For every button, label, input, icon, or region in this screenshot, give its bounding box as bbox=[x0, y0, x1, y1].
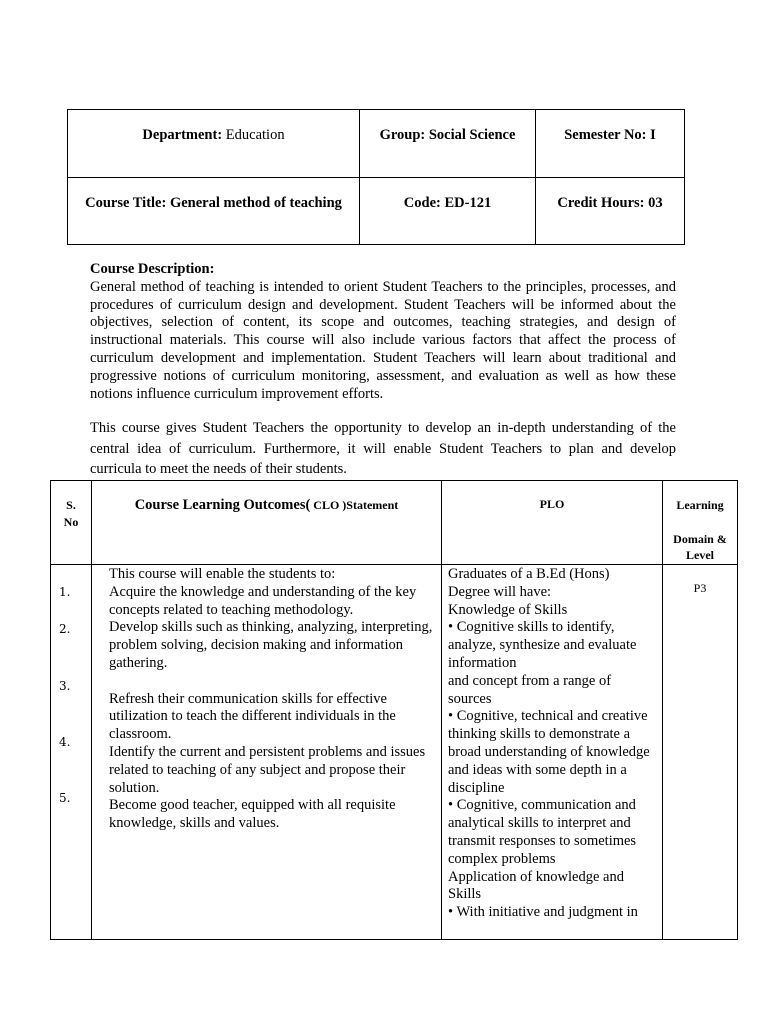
plo-line: Degree will have: bbox=[448, 583, 552, 600]
plo-header: PLO bbox=[442, 481, 663, 565]
sno-number: 2. bbox=[59, 622, 71, 636]
level-header-line2: Domain & bbox=[673, 531, 727, 546]
sno-header-line1: S. bbox=[66, 498, 76, 512]
course-description-paragraph-2: This course gives Student Teachers the opportunity to develop an in-depth understanding of the central idea of curriculum. Furthermore, it will enable Student Teachers to plan and develop curricula to meet the needs of their students. bbox=[90, 420, 676, 477]
plo-line: Application of knowledge and Skills bbox=[448, 868, 624, 903]
clo-item: Refresh their communication skills for effective utilization to teach the different individuals in the classroom. bbox=[109, 690, 396, 743]
sno-number: 3. bbox=[59, 679, 71, 693]
sno-column bbox=[51, 565, 92, 940]
clo-header bbox=[92, 481, 442, 565]
plo-line: Knowledge of Skills bbox=[448, 601, 568, 618]
code-cell: Code: ED-121 bbox=[360, 177, 536, 245]
department-label: Department: bbox=[142, 127, 223, 143]
sno-header bbox=[51, 481, 92, 565]
plo-line: • Cognitive skills to identify, analyze, synthesize and evaluate information bbox=[448, 619, 637, 671]
department-value: Education bbox=[222, 127, 285, 143]
credit-hours-cell: Credit Hours: 03 bbox=[536, 177, 685, 245]
level-value: P3 bbox=[663, 565, 738, 940]
sno-number: 1. bbox=[59, 585, 71, 599]
semester-cell: Semester No: I bbox=[536, 110, 685, 178]
course-description-title: Course Description: bbox=[90, 261, 215, 277]
clo-item: Identify the current and persistent problems and issues related to teaching of any subject and propose their solution. bbox=[109, 743, 426, 796]
level-header-line1: Learning bbox=[676, 498, 724, 512]
course-description bbox=[90, 261, 676, 403]
department-cell bbox=[68, 110, 360, 178]
level-header-line3: Level bbox=[686, 548, 714, 562]
clo-header-main: Course Learning Outcomes( bbox=[134, 497, 311, 513]
plo-line: • Cognitive, technical and creative thinking skills to demonstrate a broad understanding of knowledge and ideas with some depth in a discipline bbox=[448, 708, 650, 796]
sno-header-line2: No bbox=[63, 515, 79, 529]
clo-item: Acquire the knowledge and understanding of the key concepts related to teaching methodology. bbox=[109, 583, 417, 618]
sno-number: 5. bbox=[59, 791, 71, 805]
level-header bbox=[663, 481, 738, 565]
clo-intro: This course will enable the students to: bbox=[109, 566, 336, 582]
plo-line: and concept from a range of sources bbox=[448, 672, 612, 707]
plo-line: • With initiative and judgment in bbox=[448, 904, 638, 921]
plo-line: • Cognitive, communication and analytical skills to interpret and transmit responses to sometimes complex problems bbox=[448, 797, 637, 867]
clo-table bbox=[50, 480, 738, 940]
plo-statements bbox=[442, 565, 663, 940]
clo-header-small: CLO )Statement bbox=[310, 498, 399, 512]
plo-line: Graduates of a B.Ed (Hons) bbox=[448, 566, 610, 582]
clo-item: Become good teacher, equipped with all requisite knowledge, skills and values. bbox=[109, 797, 396, 832]
group-cell: Group: Social Science bbox=[360, 110, 536, 178]
clo-item: Develop skills such as thinking, analyzing, interpreting, problem solving, decision making and information gathering. bbox=[109, 619, 433, 671]
course-title-cell: Course Title: General method of teaching bbox=[68, 177, 360, 245]
sno-number: 4. bbox=[59, 735, 71, 749]
course-description-paragraph-1: General method of teaching is intended to orient Student Teachers to the principles, processes, and procedures of curriculum design and development. Student Teachers will be informed about the objectives, selection of content, its scope and outcomes, teaching strategies, and design of instructional materials. This course will also include various factors that affect the process of curriculum development and implementation. Student Teachers will learn about traditional and progressive notions of curriculum monitoring, assessment, and evaluation as well as how these notions influence curriculum improvement efforts. bbox=[90, 278, 676, 402]
course-header-table bbox=[67, 109, 685, 245]
clo-statements bbox=[92, 565, 442, 940]
